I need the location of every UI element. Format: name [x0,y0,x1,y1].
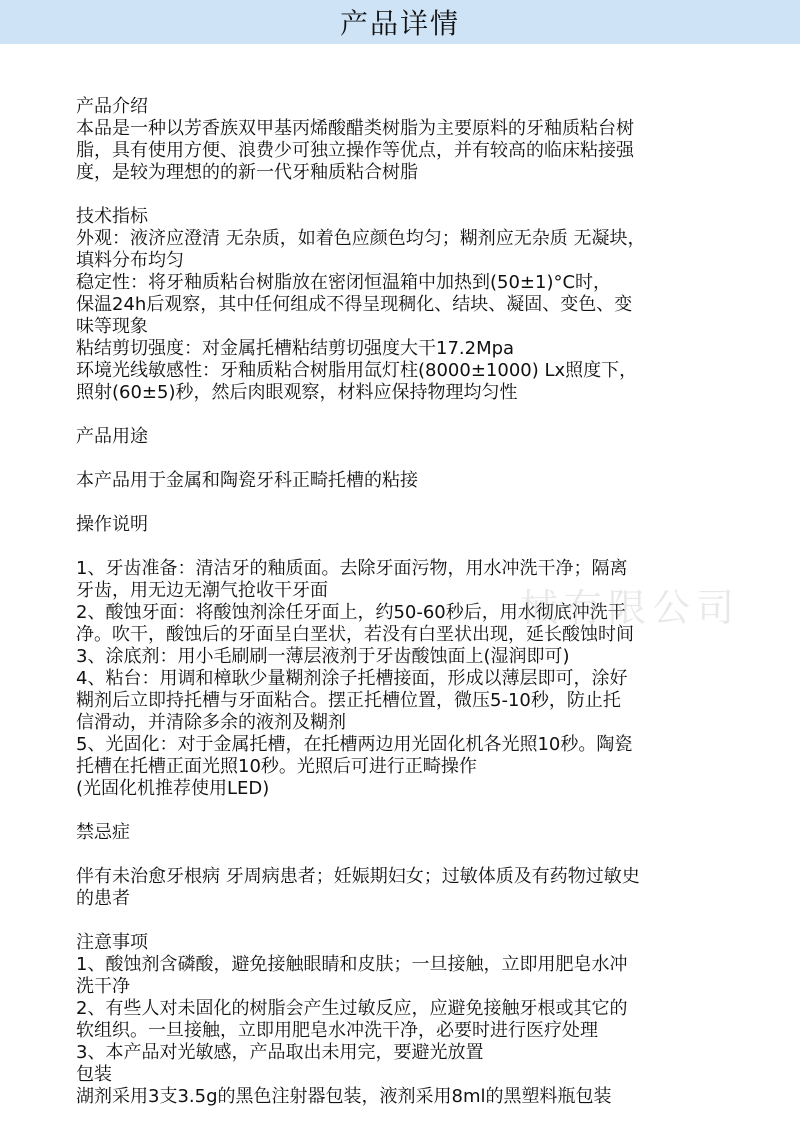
text-line: 1、牙齿准备：清洁牙的釉质面。去除牙面污物，用水冲洗干净；隔离 [76,558,628,579]
text-line: 环境光线敏感性：牙釉质粘合树脂用氙灯柱(8000±1000) Lx照度下， [76,360,638,381]
section-notes [76,932,760,1064]
section-title: 产品介绍 [76,96,148,117]
text-line: 4、粘台：用调和樟耿少量糊剂涂子托槽接面，形成以薄层即可，涂好 [76,668,628,689]
section-usage [76,426,760,492]
page-header-banner [0,0,800,44]
text-line: 脂，具有使用方便、浪费少可独立操作等优点，并有较高的临床粘接强 [76,140,634,161]
section-tech-specs [76,206,760,404]
text-line: 洗干净 [76,976,130,997]
section-packaging [76,1064,760,1108]
section-title: 操作说明 [76,514,148,535]
text-line: (光固化机推荐使用LED) [76,778,270,799]
text-line: 味等现象 [76,316,148,337]
text-line: 保温24h后观察，其中任何组成不得呈现稠化、结块、凝固、变色、变 [76,294,633,315]
text-line: 糊剂后立即持托槽与牙面粘合。摆正托槽位置，微压5-10秒，防止托 [76,690,621,711]
text-line: 的患者 [76,888,130,909]
section-title: 包装 [76,1064,112,1085]
text-line: 托槽在托槽正面光照10秒。光照后可进行正畸操作 [76,756,477,777]
text-line: 照射(60±5)秒，然后肉眼观察，材料应保持物理均匀性 [76,382,518,403]
text-line: 伴有未治愈牙根病 牙周病患者；妊娠期妇女；过敏体质及有药物过敏史 [76,866,640,887]
text-line: 本产品用于金属和陶瓷牙科正畸托槽的粘接 [76,470,418,491]
text-line: 软组织。一旦接触，立即用肥皂水冲洗干净，必要时进行医疗处理 [76,1020,598,1041]
section-contraindications [76,822,760,910]
text-line: 粘结剪切强度：对金属托槽粘结剪切强度大干17.2Mpa [76,338,515,359]
section-operation [76,514,760,800]
watermark-text: 械有限公司 [520,586,741,630]
section-title: 技术指标 [76,206,148,227]
text-line: 3、本产品对光敏感，产品取出未用完，要避光放置 [76,1042,484,1063]
text-line: 2、酸蚀牙面：将酸蚀剂涂任牙面上，约50-60秒后，用水彻底冲洗干 [76,602,626,623]
text-line: 外观：液济应澄清 无杂质，如着色应颜色均匀；糊剂应无杂质 无凝块， [76,228,646,249]
text-line: 1、酸蚀剂含磷酸，避免接触眼睛和皮肤；一旦接触，立即用肥皂水冲 [76,954,628,975]
text-line: 信滑动，并清除多余的液剂及糊剂 [76,712,346,733]
text-line: 稳定性：将牙釉质粘台树脂放在密闭恒温箱中加热到(50±1)°C时， [76,272,612,293]
text-line: 净。吹干，酸蚀后的牙面呈白垩状，若没有白垩状出现，延长酸蚀时间 [76,624,634,645]
text-line: 3、涂底剂：用小毛刷刷一薄层液剂于牙齿酸蚀面上(湿润即可) [76,646,570,667]
text-line: 2、有些人对未固化的树脂会产生过敏反应，应避免接触牙根或其它的 [76,998,628,1019]
text-line: 5、光固化：对于金属托槽，在托槽两边用光固化机各光照10秒。陶瓷 [76,734,633,755]
section-title: 注意事项 [76,932,148,953]
product-detail-content [0,44,800,1108]
text-line: 牙齿，用无边无潮气抢收干牙面 [76,580,328,601]
section-intro [76,96,760,184]
section-title: 禁忌症 [76,822,130,843]
text-line: 湖剂采用3支3.5g的黑色注射器包装，液剂采用8ml的黑塑料瓶包装 [76,1086,612,1107]
page-title: 产品详情 [339,7,460,40]
text-line: 填料分布均匀 [76,250,184,271]
section-title: 产品用途 [76,426,148,447]
text-line: 度，是较为理想的的新一代牙釉质粘合树脂 [76,162,418,183]
text-line: 本品是一种以芳香族双甲基丙烯酸醋类树脂为主要原料的牙釉质粘台树 [76,118,634,139]
